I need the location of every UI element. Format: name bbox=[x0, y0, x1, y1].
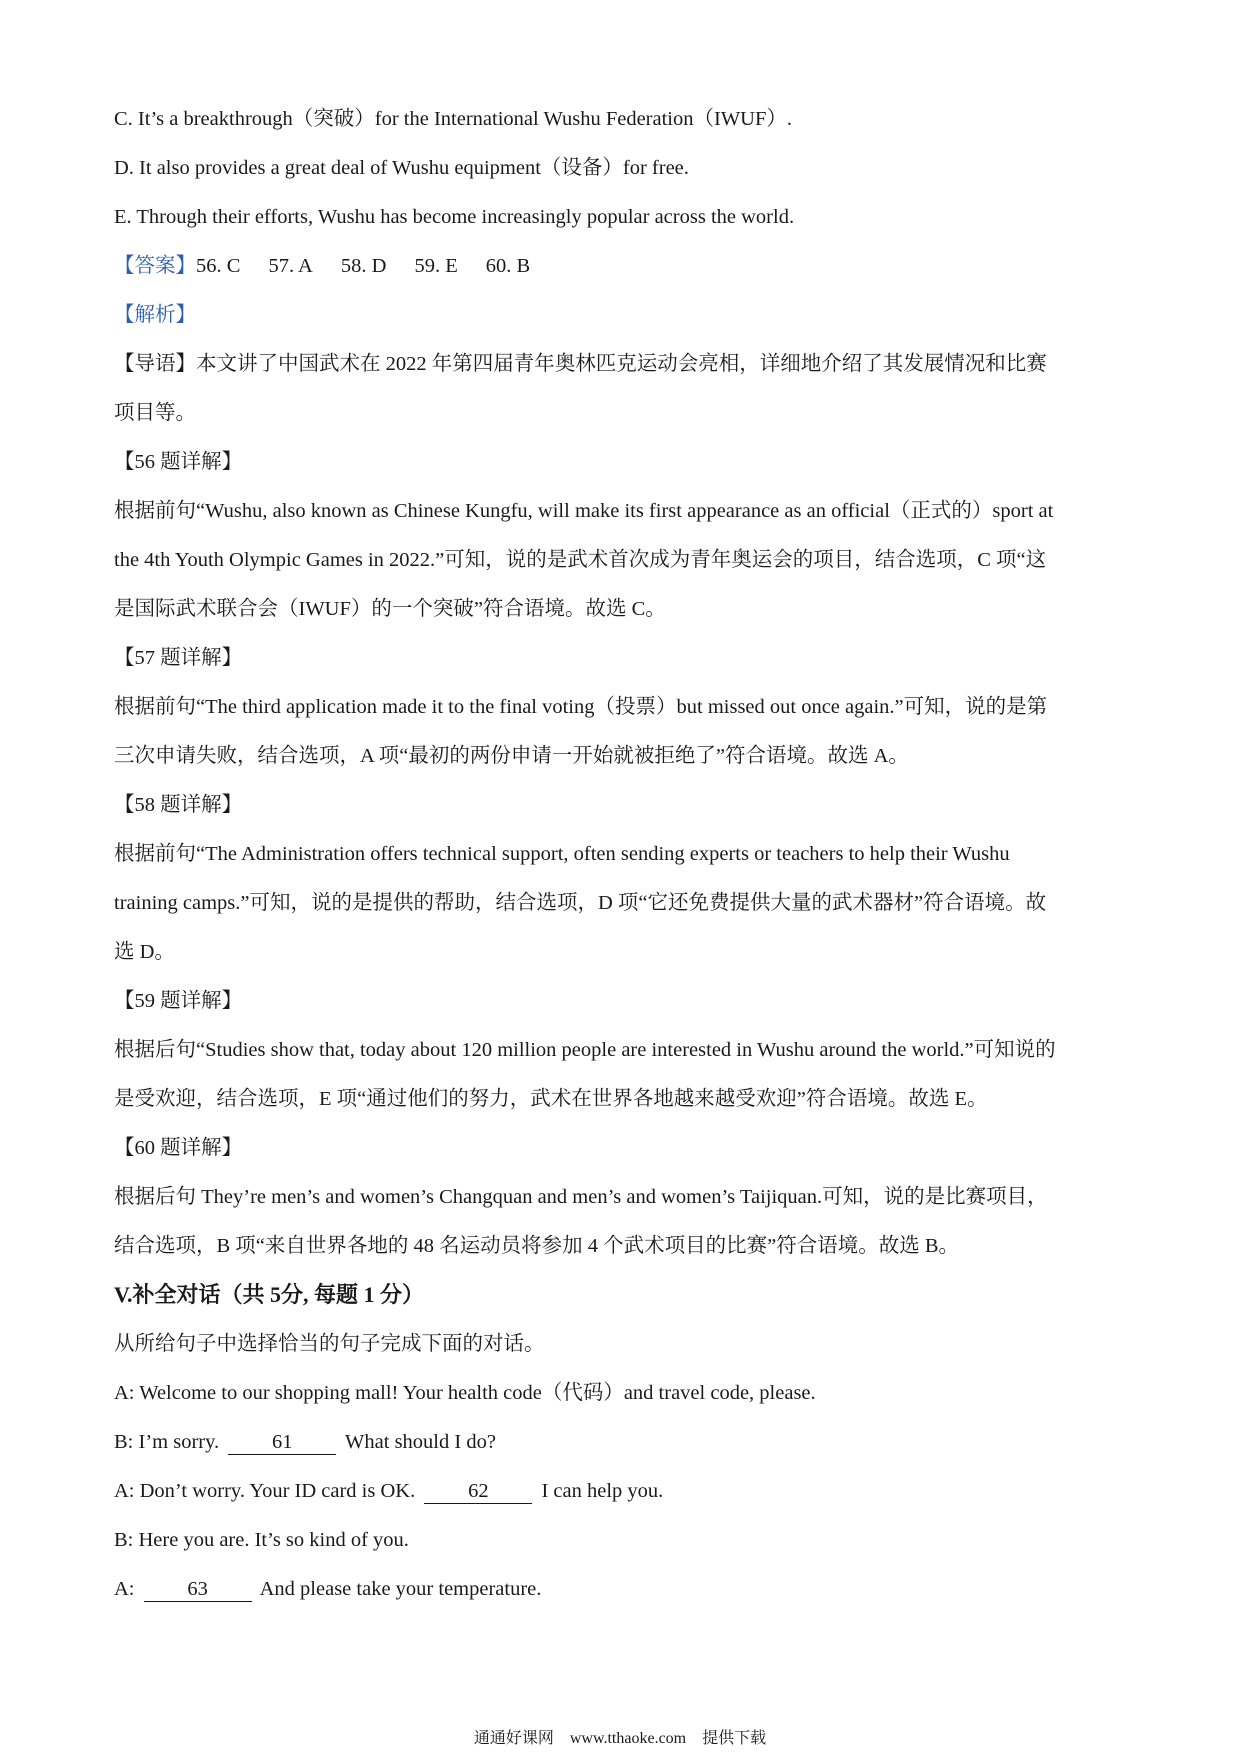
blank-61: 61 bbox=[228, 1430, 336, 1455]
q56-text: 根据前句“Wushu, also known as Chinese Kungfu, will make its first appearance as an official（正式的）sport at bbox=[114, 500, 1054, 522]
dialogue-text: B: I’m sorry. bbox=[114, 1431, 220, 1453]
answer-line bbox=[114, 251, 1124, 281]
footer-site-name: 通通好课网 bbox=[473, 1730, 554, 1747]
q57-text: 三次申请失败，结合选项，A 项“最初的两份申请一开始就被拒绝了”符合语境。故选 A。 bbox=[114, 745, 909, 767]
dialogue-line bbox=[114, 1476, 1124, 1506]
q60-text: 根据后句 They’re men’s and women’s Changquan and men’s and women’s Taijiquan.可知，说的是比赛项目， bbox=[114, 1186, 1048, 1208]
dialogue-text: I can help you. bbox=[541, 1480, 664, 1502]
analysis-label: 【解析】 bbox=[114, 304, 196, 326]
option-e: E. Through their efforts, Wushu has become increasingly popular across the world. bbox=[114, 206, 795, 228]
q59-text: 根据后句“Studies show that, today about 120 million people are interested in Wushu around the world.”可知说的 bbox=[114, 1039, 1056, 1061]
dialogue-line bbox=[114, 1574, 1124, 1604]
answer-item: 56. C bbox=[196, 255, 241, 277]
q56-title: 【56 题详解】 bbox=[114, 451, 243, 473]
q58-title: 【58 题详解】 bbox=[114, 794, 243, 816]
dialogue-line bbox=[114, 1427, 1124, 1457]
intro-line: 项目等。 bbox=[114, 402, 196, 424]
footer-suffix: 提供下载 bbox=[702, 1730, 767, 1747]
q59-title: 【59 题详解】 bbox=[114, 990, 243, 1012]
answer-item: 59. E bbox=[414, 255, 458, 277]
q56-text: 是国际武术联合会（IWUF）的一个突破”符合语境。故选 C。 bbox=[114, 598, 666, 620]
q59-text: 是受欢迎，结合选项，E 项“通过他们的努力，武术在世界各地越来越受欢迎”符合语境。故选 E。 bbox=[114, 1088, 988, 1110]
q58-text: training camps.”可知，说的是提供的帮助，结合选项，D 项“它还免费提供大量的武术器材”符合语境。故 bbox=[114, 892, 1047, 914]
dialogue-text: What should I do? bbox=[345, 1431, 496, 1453]
answer-item: 58. D bbox=[340, 255, 387, 277]
q60-title: 【60 题详解】 bbox=[114, 1137, 243, 1159]
answer-item: 60. B bbox=[485, 255, 531, 277]
q57-text: 根据前句“The third application made it to the final voting（投票）but missed out once again.”可知，说的是第 bbox=[114, 696, 1048, 718]
dialogue-text: A: Don’t worry. Your ID card is OK. bbox=[114, 1480, 416, 1502]
q60-text: 结合选项，B 项“来自世界各地的 48 名运动员将参加 4 个武术项目的比赛”符合语境。故选 B。 bbox=[114, 1235, 960, 1257]
footer-url[interactable]: www.tthaoke.com bbox=[569, 1730, 687, 1747]
option-d: D. It also provides a great deal of Wushu equipment（设备）for free. bbox=[114, 157, 689, 179]
blank-63: 63 bbox=[144, 1577, 252, 1602]
page-footer bbox=[0, 1728, 1240, 1750]
blank-62: 62 bbox=[424, 1479, 532, 1504]
dialogue-line: B: Here you are. It’s so kind of you. bbox=[114, 1529, 409, 1551]
q56-text: the 4th Youth Olympic Games in 2022.”可知，说的是武术首次成为青年奥运会的项目，结合选项，C 项“这 bbox=[114, 549, 1047, 571]
section-instruction: 从所给句子中选择恰当的句子完成下面的对话。 bbox=[114, 1333, 545, 1355]
option-c: C. It’s a breakthrough（突破）for the International Wushu Federation（IWUF）. bbox=[114, 108, 793, 130]
intro-line: 【导语】本文讲了中国武术在 2022 年第四届青年奥林匹克运动会亮相，详细地介绍了其发展情况和比赛 bbox=[114, 353, 1047, 375]
answer-label: 【答案】 bbox=[114, 255, 196, 277]
dialogue-line: A: Welcome to our shopping mall! Your health code（代码）and travel code, please. bbox=[114, 1382, 816, 1404]
q58-text: 选 D。 bbox=[114, 941, 175, 963]
answer-item: 57. A bbox=[268, 255, 313, 277]
q57-title: 【57 题详解】 bbox=[114, 647, 243, 669]
dialogue-text: A: bbox=[114, 1578, 135, 1600]
q58-text: 根据前句“The Administration offers technical support, often sending experts or teachers to help their Wushu bbox=[114, 843, 1010, 865]
section-heading: V.补全对话（共 5分, 每题 1 分） bbox=[114, 1282, 425, 1307]
dialogue-text: And please take your temperature. bbox=[259, 1578, 542, 1600]
